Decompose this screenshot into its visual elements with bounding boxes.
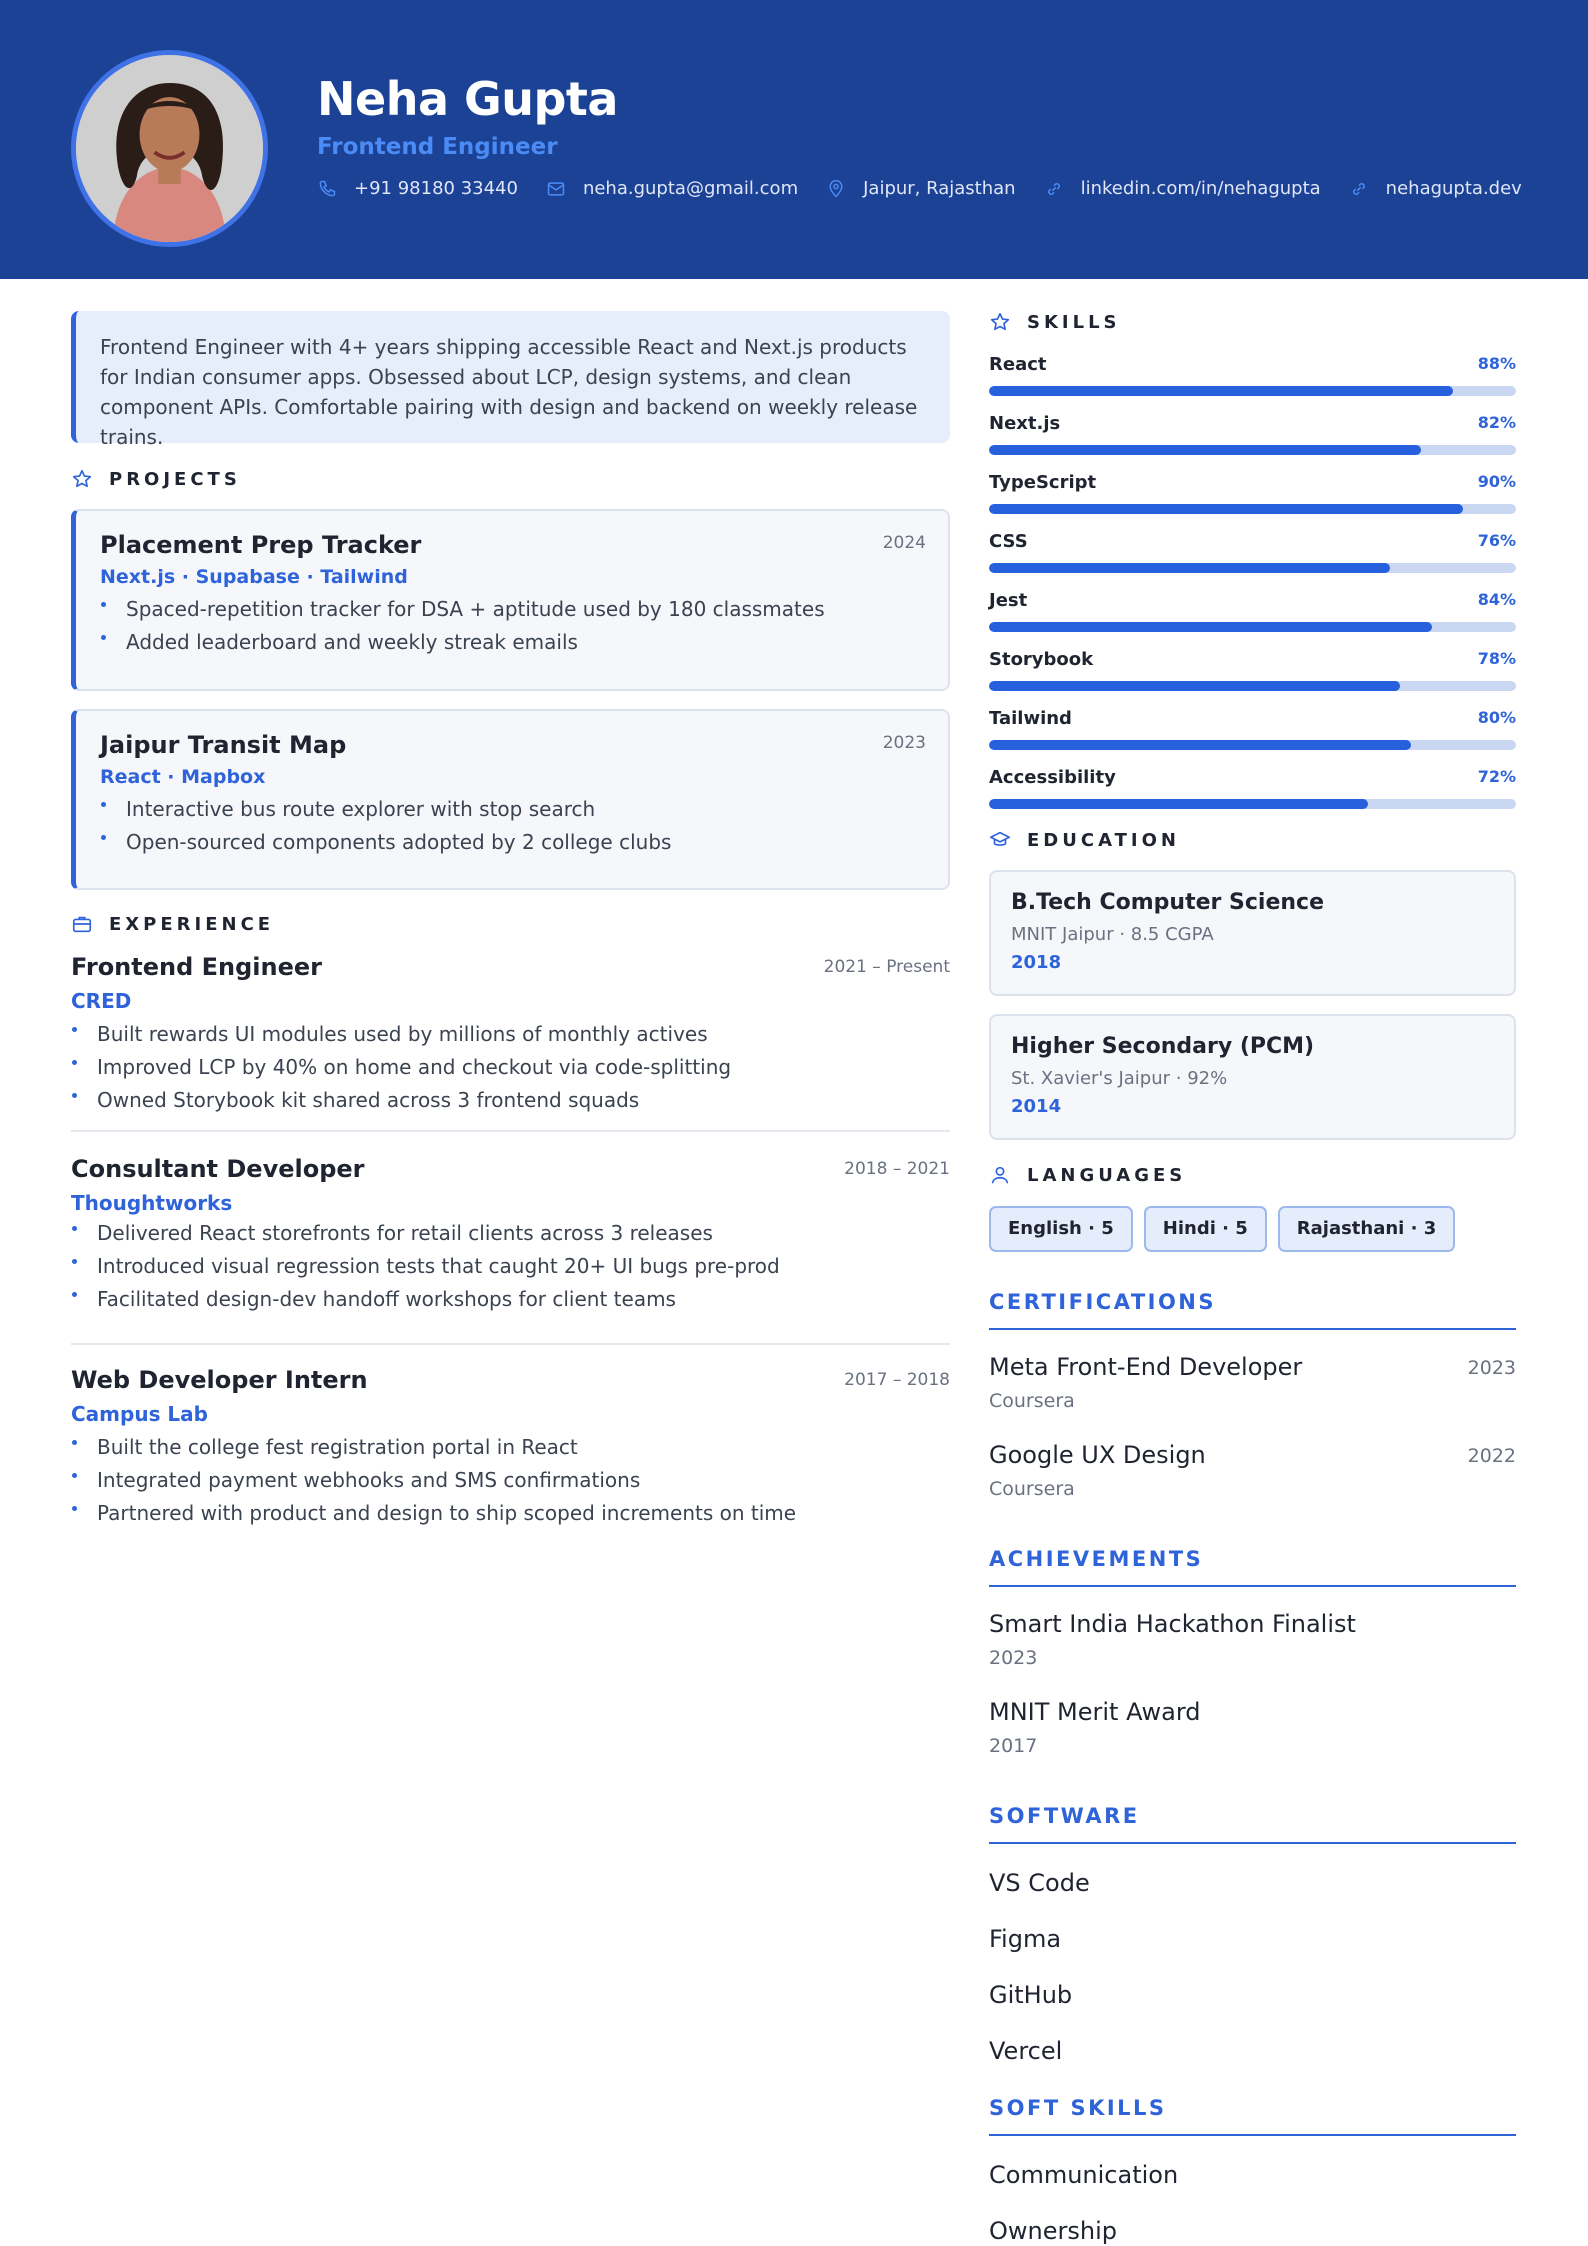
project-bullets (100, 793, 924, 859)
software-list (989, 1867, 1516, 2091)
skill-name: TypeScript (989, 472, 1097, 493)
software-item: VS Code (989, 1869, 1090, 1897)
certification-name: Google UX Design (989, 1441, 1206, 1469)
education-heading (989, 829, 1516, 851)
job-bullets (71, 1018, 950, 1117)
project-bullet: Open-sourced components adopted by 2 college clubs (100, 826, 924, 859)
education-card (989, 870, 1516, 996)
project-year: 2023 (882, 733, 926, 753)
skill-row (989, 371, 1516, 434)
certification-name: Meta Front-End Developer (989, 1353, 1303, 1381)
job-company: CRED (71, 989, 132, 1013)
certification-year: 2023 (1467, 1357, 1516, 1379)
skill-row (989, 607, 1516, 670)
job-bullet: Improved LCP by 40% on home and checkout via code-splitting (71, 1051, 950, 1084)
profile-photo (71, 50, 268, 247)
skill-name: Next.js (989, 413, 1061, 434)
job-bullet: Partnered with product and design to ship scoped increments on time (71, 1497, 950, 1530)
software-item: GitHub (989, 1981, 1073, 2009)
job-dates: 2021 – Present (823, 957, 950, 977)
certification-issuer: Coursera (989, 1478, 1075, 1500)
location-icon (826, 179, 846, 199)
contact-list (317, 178, 1550, 199)
language-chips (989, 1206, 1516, 1252)
right-column (989, 311, 1516, 2246)
certification-issuer: Coursera (989, 1390, 1075, 1412)
skill-percent: 88% (1477, 354, 1516, 373)
skill-row (989, 430, 1516, 493)
skill-percent: 84% (1477, 590, 1516, 609)
skill-percent: 82% (1477, 413, 1516, 432)
candidate-role: Frontend Engineer (317, 134, 558, 160)
contact-phone[interactable] (317, 178, 518, 199)
soft-skill-item: Ownership (989, 2217, 1117, 2245)
job-bullets (71, 1431, 950, 1530)
education-card (989, 1014, 1516, 1140)
projects-heading (71, 468, 950, 490)
achievement-year: 2017 (989, 1735, 1038, 1757)
job-dates: 2018 – 2021 (844, 1159, 950, 1179)
job-dates: 2017 – 2018 (844, 1370, 950, 1390)
job-company: Campus Lab (71, 1402, 208, 1426)
achievement-name: Smart India Hackathon Finalist (989, 1610, 1356, 1638)
achievement-year: 2023 (989, 1647, 1038, 1669)
link-icon (1044, 179, 1064, 199)
job-bullet: Introduced visual regression tests that caught 20+ UI bugs pre-prod (71, 1250, 950, 1283)
job-entry (71, 1366, 950, 1530)
soft-skills-list (989, 2159, 1516, 2246)
software-item: Vercel (989, 2037, 1063, 2065)
education-year: 2014 (1011, 1096, 1062, 1117)
achievement-name: MNIT Merit Award (989, 1698, 1201, 1726)
project-name: Jaipur Transit Map (100, 731, 347, 759)
contact-location (826, 178, 1015, 199)
star-icon (71, 468, 93, 490)
achievement-entry (989, 1610, 1516, 1698)
portrait-image (76, 55, 263, 242)
project-tech: React · Mapbox (100, 766, 266, 788)
language-chip: English · 5 (989, 1206, 1133, 1252)
language-chip: Hindi · 5 (1144, 1206, 1267, 1252)
skills-list (989, 312, 1516, 788)
skill-bar-fill (989, 799, 1368, 809)
languages-heading-text: LANGUAGES (1027, 1164, 1187, 1186)
skill-row (989, 312, 1516, 375)
contact-linkedin-text: linkedin.com/in/nehagupta (1080, 178, 1321, 199)
languages-heading (989, 1164, 1516, 1186)
job-bullet: Delivered React storefronts for retail clients across 3 releases (71, 1217, 950, 1250)
skill-percent: 76% (1477, 531, 1516, 550)
skill-name: Accessibility (989, 767, 1116, 788)
contact-website[interactable] (1349, 178, 1522, 199)
project-bullets (100, 593, 924, 659)
job-title: Frontend Engineer (71, 953, 323, 981)
contact-email-text: neha.gupta@gmail.com (582, 178, 799, 199)
certification-entry (989, 1441, 1516, 1528)
job-bullet: Owned Storybook kit shared across 3 frontend squads (71, 1084, 950, 1117)
skill-percent: 90% (1477, 472, 1516, 491)
job-entry (71, 953, 950, 1130)
software-item: Figma (989, 1925, 1062, 1953)
skills-heading-text: SKILLS (1027, 311, 1121, 333)
experience-heading (71, 913, 950, 935)
mail-icon (546, 179, 566, 199)
job-bullets (71, 1217, 950, 1316)
job-entry (71, 1155, 950, 1343)
contact-email[interactable] (546, 178, 798, 199)
candidate-name: Neha Gupta (317, 72, 618, 126)
left-column (71, 311, 950, 1530)
certifications-heading: CERTIFICATIONS (989, 1290, 1516, 1330)
job-bullet: Integrated payment webhooks and SMS confirmations (71, 1464, 950, 1497)
contact-location-text: Jaipur, Rajasthan (863, 178, 1016, 199)
skill-name: Jest (989, 590, 1028, 611)
job-title: Web Developer Intern (71, 1366, 368, 1394)
skill-name: CSS (989, 531, 1028, 552)
skill-name: Tailwind (989, 708, 1072, 729)
skill-row (989, 666, 1516, 729)
graduation-cap-icon (989, 829, 1011, 851)
job-bullet: Built rewards UI modules used by millions of monthly actives (71, 1018, 950, 1051)
soft-skill-item: Communication (989, 2161, 1179, 2189)
projects-heading-text: PROJECTS (109, 468, 241, 490)
skill-row (989, 489, 1516, 552)
education-degree: B.Tech Computer Science (1011, 890, 1325, 915)
language-chip: Rajasthani · 3 (1278, 1206, 1455, 1252)
section-divider (71, 1130, 950, 1132)
job-bullet: Built the college fest registration portal in React (71, 1431, 950, 1464)
skill-row (989, 725, 1516, 788)
education-degree: Higher Secondary (PCM) (1011, 1034, 1315, 1059)
education-institution: St. Xavier's Jaipur · 92% (1011, 1068, 1228, 1089)
project-bullet: Spaced-repetition tracker for DSA + aptitude used by 180 classmates (100, 593, 924, 626)
skill-name: Storybook (989, 649, 1094, 670)
summary-box: Frontend Engineer with 4+ years shipping accessible React and Next.js products for Indian consumer apps. Obsessed about LCP, design systems, and clean component APIs. Comfortable pairing with design and backend on weekly release trains. (71, 311, 950, 443)
skill-percent: 78% (1477, 649, 1516, 668)
project-bullet: Interactive bus route explorer with stop search (100, 793, 924, 826)
certification-year: 2022 (1467, 1445, 1516, 1467)
education-institution: MNIT Jaipur · 8.5 CGPA (1011, 924, 1214, 945)
resume-header (0, 0, 1588, 279)
project-year: 2024 (882, 533, 926, 553)
project-card (71, 709, 950, 890)
job-title: Consultant Developer (71, 1155, 365, 1183)
phone-icon (317, 179, 337, 199)
project-card (71, 509, 950, 691)
job-bullet: Facilitated design-dev handoff workshops for client teams (71, 1283, 950, 1316)
contact-phone-text: +91 98180 33440 (354, 178, 518, 199)
job-company: Thoughtworks (71, 1191, 233, 1215)
section-divider (71, 1343, 950, 1345)
skill-percent: 80% (1477, 708, 1516, 727)
briefcase-icon (71, 913, 93, 935)
skill-name: React (989, 354, 1047, 375)
software-heading: SOFTWARE (989, 1804, 1516, 1844)
education-heading-text: EDUCATION (1027, 829, 1180, 851)
person-icon (989, 1164, 1011, 1186)
achievement-entry (989, 1698, 1516, 1786)
skill-percent: 72% (1477, 767, 1516, 786)
project-name: Placement Prep Tracker (100, 531, 422, 559)
project-bullet: Added leaderboard and weekly streak emails (100, 626, 924, 659)
certification-entry (989, 1353, 1516, 1441)
skill-row (989, 548, 1516, 611)
contact-linkedin[interactable] (1044, 178, 1321, 199)
soft-skills-heading: SOFT SKILLS (989, 2096, 1516, 2136)
experience-heading-text: EXPERIENCE (109, 913, 275, 935)
achievements-heading: ACHIEVEMENTS (989, 1547, 1516, 1587)
contact-website-text: nehagupta.dev (1385, 178, 1522, 199)
skill-bar-track (989, 799, 1516, 809)
education-year: 2018 (1011, 952, 1062, 973)
project-tech: Next.js · Supabase · Tailwind (100, 566, 408, 588)
link-icon (1349, 179, 1369, 199)
